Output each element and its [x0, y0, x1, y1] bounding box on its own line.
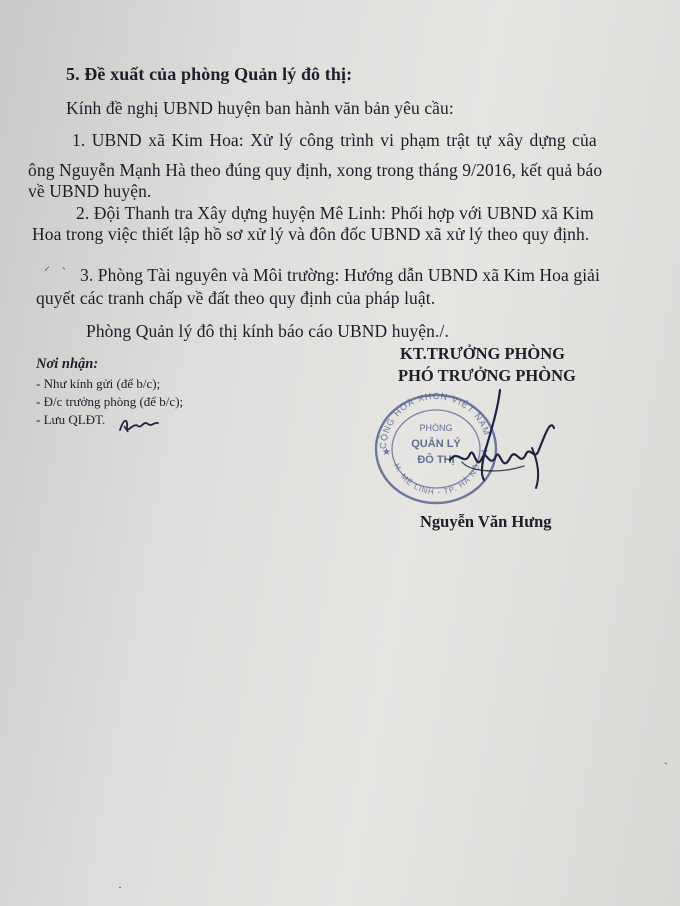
item-2-line-1: 2. Đội Thanh tra Xây dựng huyện Mê Linh: Phối hợp với UBND xã Kim	[76, 203, 594, 223]
stamp-line-3: ĐÔ THỊ	[417, 454, 455, 466]
stamp-line-1: PHÒNG	[419, 423, 453, 433]
signer-title-1: KT.TRƯỞNG PHÒNG	[400, 344, 565, 363]
item-1-line-3: về UBND huyện.	[28, 181, 152, 201]
signer-name: Nguyễn Văn Hưng	[420, 512, 552, 531]
stamp-line-2: QUẢN LÝ	[411, 438, 461, 450]
recipients-title: Nơi nhận:	[36, 356, 99, 372]
pen-mark: ⸍	[44, 264, 51, 278]
stamp-star-right: ★	[480, 447, 489, 458]
closing-line: Phòng Quản lý đô thị kính báo cáo UBND huyện./.	[86, 321, 449, 341]
item-3-line-1: 3. Phòng Tài nguyên và Môi trường: Hướng dẫn UBND xã Kim Hoa giải	[80, 265, 600, 285]
stamp-bottom-text: H. MÊ LINH - TP. HÀ NỘ	[392, 462, 482, 497]
section-heading: 5. Đề xuất của phòng Quản lý đô thị:	[66, 64, 353, 84]
signer-title-2: PHÓ TRƯỞNG PHÒNG	[398, 366, 576, 385]
stamp-star-left: ★	[382, 447, 391, 458]
recipients-block	[36, 356, 183, 429]
pen-mark: ˏ	[62, 256, 66, 270]
item-1-line-1: 1. UBND xã Kim Hoa: Xử lý công trình vi phạm trật tự xây dựng của	[72, 130, 597, 150]
handwritten-signature	[440, 388, 560, 498]
recipient-item: - Lưu QLĐT.	[36, 412, 106, 427]
recipient-item: - Như kính gửi (để b/c);	[36, 376, 161, 391]
item-2-line-2: Hoa trong việc thiết lập hồ sơ xử lý và đôn đốc UBND xã xử lý theo quy định.	[32, 224, 590, 244]
item-3-line-2: quyết các tranh chấp về đất theo quy định của pháp luật.	[36, 288, 436, 308]
recipient-item: - Đ/c trưởng phòng (để b/c);	[36, 394, 184, 409]
pen-mark: ˋ	[664, 760, 668, 774]
pen-mark: ·	[118, 880, 122, 894]
intro-paragraph: Kính đề nghị UBND huyện ban hành văn bản yêu cầu:	[66, 98, 454, 118]
initials-scribble	[118, 412, 160, 436]
item-1-line-2: ông Nguyễn Mạnh Hà theo đúng quy định, xong trong tháng 9/2016, kết quả báo	[28, 160, 603, 180]
stamp-ring-text: CỘNG HOÀ XHCN VIỆT NAM	[377, 390, 493, 450]
